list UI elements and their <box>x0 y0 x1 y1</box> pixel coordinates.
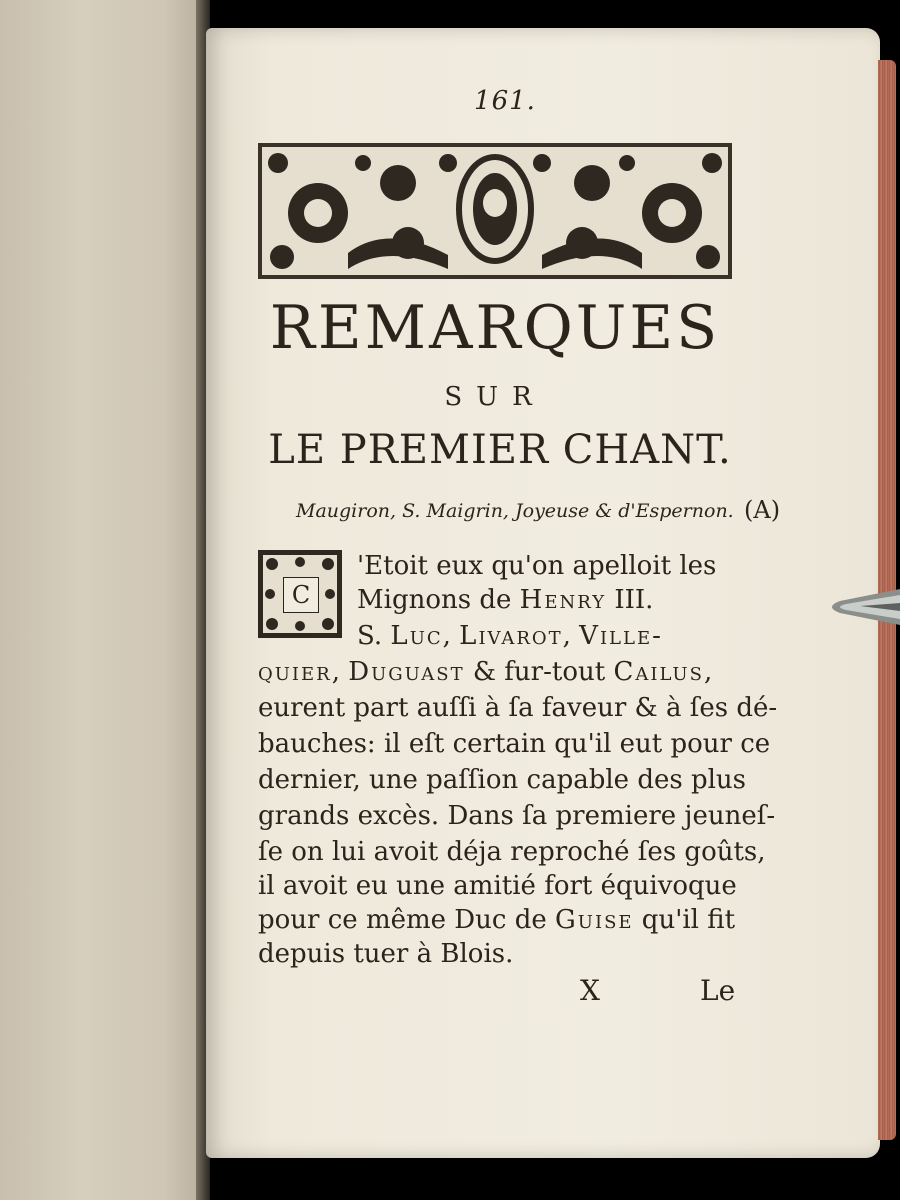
body-text: dernier, une paſſion capable des plus <box>258 765 747 795</box>
catchword: Le <box>700 974 736 1007</box>
body-text-smallcaps: Henry <box>519 585 607 615</box>
body-text-smallcaps: Livarot <box>459 621 563 651</box>
signature-mark: X <box>580 974 600 1007</box>
body-text-smallcaps: quier <box>258 657 332 687</box>
body-line-3 <box>357 620 663 652</box>
body-text: III. <box>606 585 654 615</box>
body-line-5 <box>258 692 777 724</box>
drop-cap-initial: C <box>283 577 319 613</box>
body-text-smallcaps: Guise <box>555 905 634 935</box>
body-text: pour ce même Duc de <box>258 905 556 935</box>
page-number: 161. <box>474 86 536 116</box>
note-heading: Maugiron, S. Maigrin, Joyeuse & d'Espernon. <box>296 500 734 522</box>
body-line-7 <box>258 764 746 796</box>
body-line-2 <box>357 584 653 616</box>
body-line-1 <box>357 550 716 582</box>
body-text: depuis tuer à Blois. <box>258 939 514 969</box>
body-text: & fur-tout <box>464 657 614 687</box>
body-line-4 <box>258 656 712 688</box>
body-line-11 <box>258 904 735 936</box>
body-text: , <box>562 621 580 651</box>
page-subtitle: LE PREMIER CHANT. <box>268 427 732 473</box>
floral-headpiece-ornament <box>258 143 732 279</box>
body-text: grands excès. Dans ſa premiere jeuneſ- <box>258 801 776 831</box>
title-connector: SUR <box>444 382 546 412</box>
body-text-smallcaps: Cailus <box>613 657 704 687</box>
body-text: eurent part auſſi à ſa faveur & à ſes dé- <box>258 693 778 723</box>
body-line-6 <box>258 728 770 760</box>
body-text-smallcaps: Luc <box>390 621 443 651</box>
body-text: bauches: il eſt certain qu'il eut pour ce <box>258 729 771 759</box>
note-reference: (A) <box>744 496 781 524</box>
body-text-smallcaps: Ville- <box>579 621 663 651</box>
body-text: 'Etoit eux qu'on apelloit les <box>357 551 717 581</box>
page-title: REMARQUES <box>269 293 721 363</box>
body-text: , <box>703 657 713 687</box>
body-line-10 <box>258 870 737 902</box>
body-text: , <box>331 657 349 687</box>
left-page <box>0 0 208 1200</box>
body-text: Mignons de <box>357 585 520 615</box>
body-line-12 <box>258 938 513 970</box>
body-text: qu'il fit <box>633 905 736 935</box>
body-line-9 <box>258 836 766 868</box>
body-text: , <box>442 621 460 651</box>
body-line-8 <box>258 800 775 832</box>
body-text: ſe on lui avoit déja reproché ſes goûts, <box>258 837 766 867</box>
body-text: il avoit eu une amitié fort équivoque <box>258 871 737 901</box>
page-clip-icon <box>820 585 900 629</box>
body-text: S. <box>357 621 391 651</box>
body-text-smallcaps: Duguast <box>348 657 465 687</box>
